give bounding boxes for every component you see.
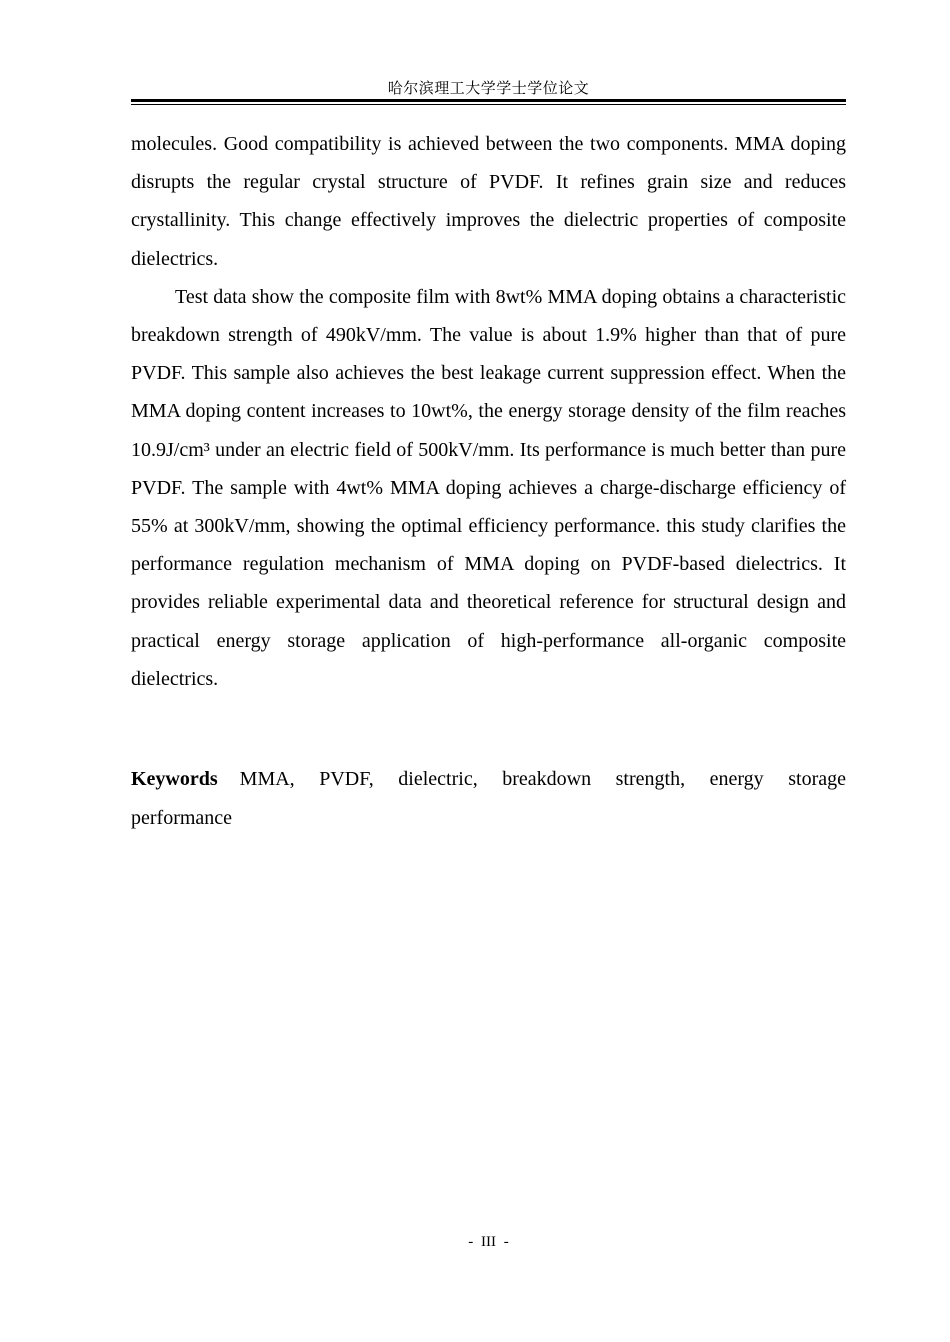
abstract-paragraph-1: molecules. Good compatibility is achieved between the two components. MMA doping disrupts the regular crystal structure of PVDF. It refines grain size and reduces crystallinity. This change effectively improves the dielectric properties of composite dielectrics. — [131, 133, 846, 270]
keywords-section — [131, 760, 846, 838]
keywords-text: MMA, PVDF, dielectric, breakdown strength, energy storage performance — [131, 768, 846, 829]
keywords-label: Keywords — [131, 768, 218, 790]
abstract-body — [131, 125, 846, 698]
page-header: 哈尔滨理工大学学士学位论文 — [387, 79, 590, 97]
header-rule-thin — [131, 104, 846, 105]
page-number: - III - — [468, 1234, 509, 1250]
header-rule-thick — [131, 99, 846, 102]
abstract-paragraph-2: Test data show the composite film with 8wt% MMA doping obtains a characteristic breakdown strength of 490kV/mm. The value is about 1.9% higher than that of pure PVDF. This sample also achieves the best leakage current suppression effect. When the MMA doping content increases to 10wt%, the energy storage density of the film reaches 10.9J/cm³ under an electric field of 500kV/mm. Its performance is much better than pure PVDF. The sample with 4wt% MMA doping achieves a charge-discharge efficiency of 55% at 300kV/mm, showing the optimal efficiency performance. this study clarifies the performance regulation mechanism of MMA doping on PVDF-based dielectrics. It provides reliable experimental data and theoretical reference for structural design and practical energy storage application of high-performance all-organic composite dielectrics. — [131, 285, 846, 690]
